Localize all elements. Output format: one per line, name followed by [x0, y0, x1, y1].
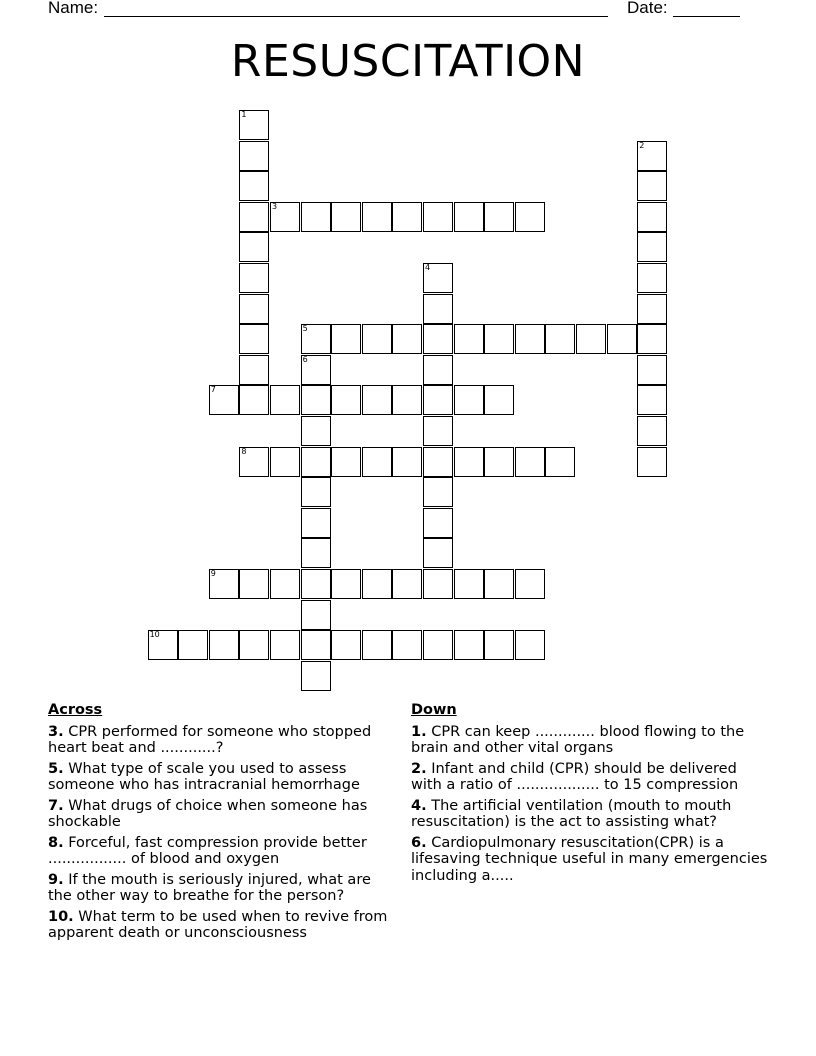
clue-text: CPR performed for someone who stopped heart beat and ............?	[48, 723, 372, 756]
grid-cell[interactable]	[270, 630, 300, 660]
down-clue	[411, 761, 771, 794]
clue-text: Infant and child (CPR) should be delivered with a ratio of .................. to 15 compression	[411, 760, 739, 793]
across-clue	[48, 724, 398, 757]
across-clue	[48, 872, 398, 905]
clue-number: 1.	[411, 723, 427, 740]
grid-cell[interactable]	[637, 232, 667, 262]
clue-number: 6	[302, 354, 308, 364]
grid-cell[interactable]	[362, 447, 392, 477]
clue-number: 8.	[48, 834, 64, 851]
grid-cell[interactable]	[637, 355, 667, 385]
grid-cell[interactable]	[301, 569, 331, 599]
clue-number: 2.	[411, 760, 427, 777]
grid-cell[interactable]	[209, 385, 239, 415]
clue-number: 10	[149, 630, 160, 640]
grid-cell[interactable]	[301, 416, 331, 446]
grid-cell[interactable]	[423, 508, 453, 538]
grid-cell[interactable]	[239, 385, 269, 415]
grid-cell[interactable]	[301, 508, 331, 538]
grid-cell[interactable]	[178, 630, 208, 660]
grid-cell[interactable]	[301, 538, 331, 568]
clue-number: 8	[241, 446, 247, 456]
grid-cell[interactable]	[392, 324, 422, 354]
grid-cell[interactable]	[423, 355, 453, 385]
grid-cell[interactable]	[331, 630, 361, 660]
clue-number: 3.	[48, 723, 64, 740]
grid-cell[interactable]	[423, 385, 453, 415]
grid-cell[interactable]	[423, 569, 453, 599]
grid-cell[interactable]	[637, 202, 667, 232]
grid-cell[interactable]	[270, 569, 300, 599]
down-clue	[411, 724, 771, 757]
grid-cell[interactable]	[239, 141, 269, 171]
grid-cell[interactable]	[423, 263, 453, 293]
grid-cell[interactable]	[484, 447, 514, 477]
grid-cell[interactable]	[239, 232, 269, 262]
grid-cell[interactable]	[423, 447, 453, 477]
grid-cell[interactable]	[362, 569, 392, 599]
across-heading: Across	[48, 702, 103, 718]
across-clue	[48, 909, 398, 942]
name-label: Name:	[48, 0, 99, 17]
grid-cell[interactable]	[270, 202, 300, 232]
clue-number: 1	[241, 110, 247, 119]
grid-cell[interactable]	[331, 385, 361, 415]
clue-number: 7.	[48, 797, 64, 814]
clue-number: 5	[302, 324, 308, 334]
grid-cell[interactable]	[209, 630, 239, 660]
grid-cell[interactable]	[454, 630, 484, 660]
down-list	[411, 724, 771, 885]
grid-cell[interactable]	[484, 630, 514, 660]
clue-number: 10.	[48, 908, 74, 925]
grid-cell[interactable]	[331, 569, 361, 599]
grid-cell[interactable]	[392, 569, 422, 599]
grid-cell[interactable]	[239, 630, 269, 660]
grid-cell[interactable]	[301, 385, 331, 415]
across-clue	[48, 835, 398, 868]
across-clue	[48, 798, 398, 831]
clue-text: What type of scale you used to assess someone who has intracranial hemorrhage	[48, 760, 360, 793]
grid-cell[interactable]	[331, 447, 361, 477]
grid-cell[interactable]	[301, 477, 331, 507]
grid-cell[interactable]	[637, 294, 667, 324]
grid-cell[interactable]	[239, 110, 269, 140]
clue-text: The artificial ventilation (mouth to mouth resuscitation) is the act to assisting what?	[411, 797, 732, 830]
grid-cell[interactable]	[239, 447, 269, 477]
down-clues	[411, 702, 771, 888]
grid-cell[interactable]	[454, 447, 484, 477]
grid-cell[interactable]	[392, 447, 422, 477]
grid-cell[interactable]	[239, 294, 269, 324]
grid-cell[interactable]	[454, 202, 484, 232]
grid-cell[interactable]	[637, 171, 667, 201]
grid-cell[interactable]	[454, 324, 484, 354]
grid-cell[interactable]	[331, 202, 361, 232]
grid-cell[interactable]	[515, 630, 545, 660]
clue-number: 9	[210, 569, 216, 578]
clue-number: 2	[639, 140, 645, 150]
grid-cell[interactable]	[239, 324, 269, 354]
grid-cell[interactable]	[423, 538, 453, 568]
grid-cell[interactable]	[301, 355, 331, 385]
grid-cell[interactable]	[423, 202, 453, 232]
grid-cell[interactable]	[637, 385, 667, 415]
grid-cell[interactable]	[239, 263, 269, 293]
date-label: Date:	[627, 0, 668, 17]
grid-cell[interactable]	[515, 569, 545, 599]
grid-cell[interactable]	[454, 569, 484, 599]
clue-number: 4.	[411, 797, 427, 814]
clue-text: Forceful, fast compression provide better ................. of blood and oxygen	[48, 834, 367, 867]
grid-cell[interactable]	[515, 202, 545, 232]
grid-cell[interactable]	[423, 294, 453, 324]
grid-cell[interactable]	[454, 385, 484, 415]
across-clue	[48, 761, 398, 794]
grid-cell[interactable]	[423, 477, 453, 507]
grid-cell[interactable]	[362, 385, 392, 415]
clue-number: 4	[425, 263, 431, 272]
grid-cell[interactable]	[209, 569, 239, 599]
clue-text: CPR can keep ............. blood flowing to the brain and other vital organs	[411, 723, 745, 756]
grid-cell[interactable]	[148, 630, 178, 660]
clue-text: Cardiopulmonary resuscitation(CPR) is a lifesaving technique useful in many emergencies including a.....	[411, 834, 768, 884]
grid-cell[interactable]	[637, 447, 667, 477]
grid-cell[interactable]	[484, 324, 514, 354]
across-list	[48, 724, 398, 942]
grid-cell[interactable]	[637, 263, 667, 293]
grid-cell[interactable]	[637, 324, 667, 354]
grid-cell[interactable]	[270, 385, 300, 415]
grid-cell[interactable]	[301, 202, 331, 232]
grid-cell[interactable]	[270, 447, 300, 477]
grid-cell[interactable]	[239, 202, 269, 232]
grid-cell[interactable]	[576, 324, 606, 354]
grid-cell[interactable]	[331, 324, 361, 354]
grid-cell[interactable]	[423, 416, 453, 446]
down-heading: Down	[411, 702, 457, 718]
grid-cell[interactable]	[301, 600, 331, 630]
grid-cell[interactable]	[637, 416, 667, 446]
grid-cell[interactable]	[392, 202, 422, 232]
grid-cell[interactable]	[392, 385, 422, 415]
clue-number: 9.	[48, 871, 64, 888]
across-clues	[48, 702, 398, 946]
grid-cell[interactable]	[362, 324, 392, 354]
grid-cell[interactable]	[423, 630, 453, 660]
grid-cell[interactable]	[301, 630, 331, 660]
clue-number: 6.	[411, 834, 427, 851]
grid-cell[interactable]	[239, 355, 269, 385]
grid-cell[interactable]	[484, 569, 514, 599]
grid-cell[interactable]	[423, 324, 453, 354]
down-clue	[411, 835, 771, 885]
grid-cell[interactable]	[301, 661, 331, 691]
grid-cell[interactable]	[362, 202, 392, 232]
grid-cell[interactable]	[607, 324, 637, 354]
clue-number: 5.	[48, 760, 64, 777]
grid-cell[interactable]	[301, 324, 331, 354]
clue-number: 7	[210, 385, 216, 395]
clue-number: 3	[272, 201, 278, 211]
puzzle-title: RESUSCITATION	[230, 36, 586, 87]
grid-cell[interactable]	[362, 630, 392, 660]
down-clue	[411, 798, 771, 831]
grid-cell[interactable]	[239, 569, 269, 599]
clue-text: If the mouth is seriously injured, what are the other way to breathe for the person?	[48, 871, 371, 904]
clue-text: What drugs of choice when someone has shockable	[48, 797, 368, 830]
grid-cell[interactable]	[484, 202, 514, 232]
grid-cell[interactable]	[239, 171, 269, 201]
clue-text: What term to be used when to revive from apparent death or unconsciousness	[48, 908, 388, 941]
grid-cell[interactable]	[545, 324, 575, 354]
grid-cell[interactable]	[484, 385, 514, 415]
grid-cell[interactable]	[392, 630, 422, 660]
grid-cell[interactable]	[545, 447, 575, 477]
grid-cell[interactable]	[637, 141, 667, 171]
grid-cell[interactable]	[515, 324, 545, 354]
grid-cell[interactable]	[301, 447, 331, 477]
grid-cell[interactable]	[515, 447, 545, 477]
